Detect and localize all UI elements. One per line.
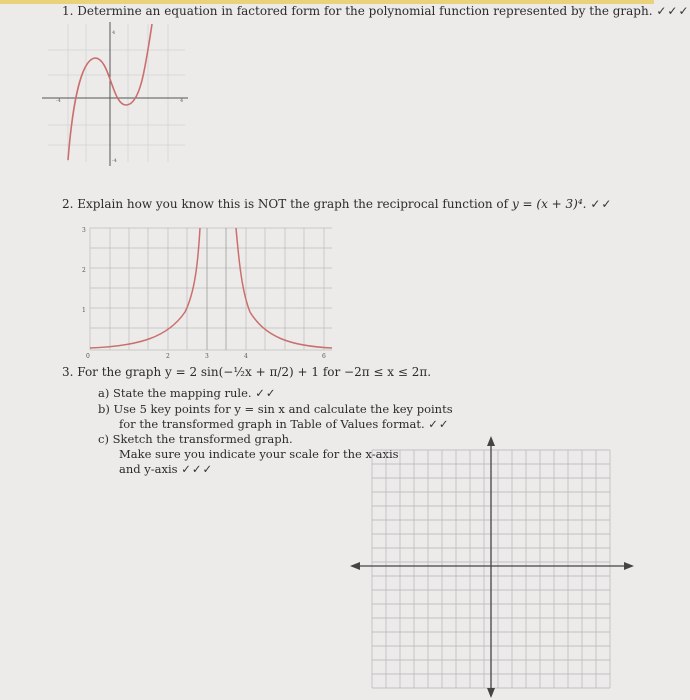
q2-xtick-2: 2 [166, 353, 170, 360]
q3c-label: c) [98, 432, 109, 446]
q3b [98, 402, 453, 416]
q3a-text: State the mapping rule. [113, 386, 252, 400]
q3-blank-grid [348, 436, 638, 698]
q3-x-arrow-left [350, 562, 360, 570]
q3b-checks: ✓✓ [428, 417, 450, 431]
q2-ytick-1: 1 [82, 307, 86, 314]
q2-xtick-0: 0 [86, 353, 90, 360]
q1-question [62, 4, 690, 18]
q3c-checks: ✓✓✓ [181, 462, 214, 476]
q3c-text-3: and y-axis [119, 462, 178, 476]
q1-checks: ✓✓✓ [656, 4, 690, 18]
q1-polynomial-graph [40, 20, 190, 168]
q3-x-arrow-right [624, 562, 634, 570]
q2-ytick-2: 2 [82, 267, 86, 274]
q3-intro: For the graph y = 2 sin(−½x + π/2) + 1 for −2π ≤ x ≤ 2π. [77, 365, 432, 379]
q3b-line-2 [119, 417, 450, 431]
q2-xtick-6: 6 [322, 353, 326, 360]
q3c-line-3 [119, 462, 213, 476]
q3c-text-1: Sketch the transformed graph. [112, 432, 293, 446]
q3-y-arrow-up [487, 436, 495, 446]
q3b-text-1: Use 5 key points for y = sin x and calculate the key points [113, 402, 453, 416]
q2-xtick-3: 3 [205, 353, 209, 360]
q3c-text-2: Make sure you indicate your scale for the x-axis [119, 447, 399, 461]
q2-question [62, 197, 612, 211]
q1-text: Determine an equation in factored form for the polynomial function represented by the graph. [77, 4, 653, 18]
q2-xtick-4: 4 [244, 353, 248, 360]
svg-text:4: 4 [112, 30, 116, 36]
q3-y-arrow-down [487, 688, 495, 698]
q2-text: Explain how you know this is NOT the graph the reciprocal function of [77, 197, 509, 211]
q1-number: 1. [62, 4, 74, 18]
q2-ytick-3: 3 [82, 227, 86, 234]
q3b-label: b) [98, 402, 110, 416]
q3-number: 3. [62, 365, 74, 379]
q2-checks: ✓✓ [590, 197, 613, 211]
q3a-label: a) [98, 386, 110, 400]
q2-number: 2. [62, 197, 74, 211]
svg-text:4: 4 [180, 98, 184, 104]
q3c [98, 432, 293, 446]
q3-question [62, 365, 431, 379]
q3b-text-2: for the transformed graph in Table of Values format. [119, 417, 425, 431]
svg-text:-4: -4 [56, 98, 61, 104]
q3a-checks: ✓✓ [255, 386, 277, 400]
svg-text:-4: -4 [112, 158, 117, 164]
q2-reciprocal-graph [80, 222, 342, 358]
q3a [98, 386, 277, 400]
q2-equation: y = (x + 3)⁴. [511, 197, 587, 211]
